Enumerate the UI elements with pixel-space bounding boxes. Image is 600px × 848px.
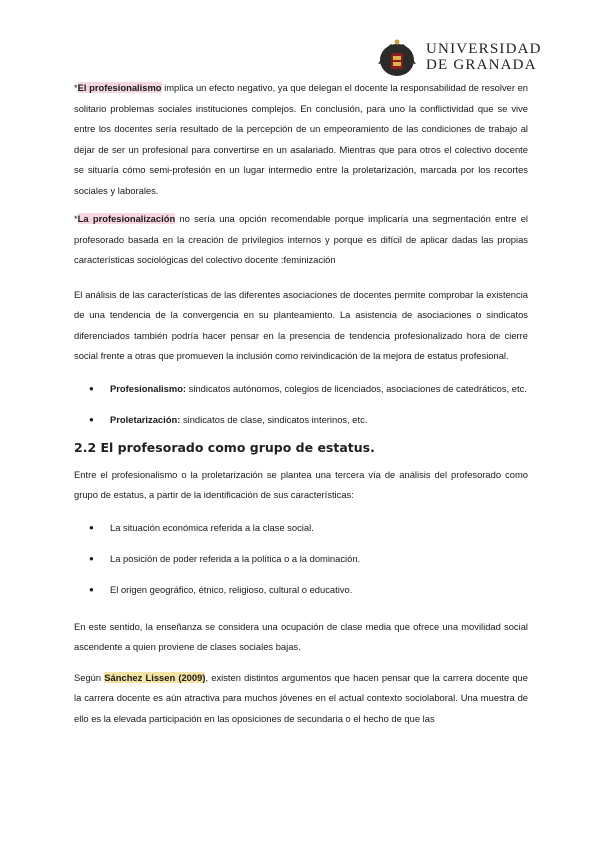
paragraph-clase-media: En este sentido, la enseñanza se considera una ocupación de clase media que ofrece una movilidad social ascendente a quien proviene de clases sociales bajas. xyxy=(74,620,528,652)
asterisk: * xyxy=(74,82,78,93)
list-item: ● El origen geográfico, étnico, religioso, cultural o educativo. xyxy=(74,582,528,597)
list-item xyxy=(74,412,528,427)
highlight-profesionalismo: El profesionalismo xyxy=(77,82,162,93)
university-name xyxy=(426,41,542,73)
paragraph-text: , existen distintos argumentos que hacen pensar que la carrera docente que la carrera docente es aún atractiva para muchos jóvenes en el actual contexto sociolaboral. Una muestra de ello es la elevada participación en las oposiciones de secundaria o el hecho de que las xyxy=(74,671,528,724)
paragraph-text: implica un efecto negativo, ya que delegan el docente la responsabilidad de resolver en solitario problemas sociales instituciones complejos. En conclusión, para uno la conflictividad que se vive entre los docentes sería resultado de la percepción de un empeoramiento de las condiciones de trabajo al dejar de ser un profesional para convertirse en un asalariado. Mientras que para otros el colectivo docente se situaría cómo semi-profesión en un lugar intermedio entre la proletarización, marcada por los recortes sociales y laborales. xyxy=(74,82,529,196)
bullet-list-caracteristicas xyxy=(74,520,528,597)
list-item: ● La posición de poder referida a la política o a la dominación. xyxy=(74,551,528,566)
list-item-label: Proletarización: xyxy=(110,413,181,425)
paragraph-asociaciones: El análisis de las características de las diferentes asociaciones de docentes permite comprobar la existencia de una tendencia de la convergencia en su planteamiento. La asistencia de asociaciones o sindicatos diferenciados también podría hacer pensar en la presencia de tendencia profesionalizado hora de cierre social frente a otras que promueven la inclusión como reivindicación de la mejora de estatus profesional. xyxy=(74,288,528,361)
paragraph-profesionalismo xyxy=(74,78,528,201)
list-item-text: sindicatos autónomos, colegios de licenciados, asociaciones de catedráticos, etc. xyxy=(186,382,527,394)
list-item-label: Profesionalismo: xyxy=(110,382,187,394)
university-crest-icon xyxy=(376,38,418,80)
list-item-text: sindicatos de clase, sindicatos interinos, etc. xyxy=(180,413,368,425)
paragraph-text: Según xyxy=(74,671,105,683)
highlight-citation: Sánchez Lissen (2009) xyxy=(104,671,206,683)
university-name-line2: DE GRANADA xyxy=(426,57,537,73)
section-heading: 2.2 El profesorado como grupo de estatus. xyxy=(74,439,375,455)
paragraph-text: no sería una opción recomendable porque implicaría una segmentación entre el profesorado basada en la creación de privilegios internos y porque es difícil de aplicar dadas las propias características sociológicas del colectivo docente :feminización xyxy=(74,213,528,265)
highlight-profesionalizacion: La profesionalización xyxy=(77,213,176,224)
paragraph-profesionalizacion xyxy=(74,209,528,271)
university-logo xyxy=(376,36,542,82)
list-item xyxy=(74,381,528,396)
list-item: ● La situación económica referida a la clase social. xyxy=(74,520,528,535)
paragraph-sanchez-lissen xyxy=(74,668,528,730)
paragraph-tercera-via: Entre el profesionalismo o la proletarización se plantea una tercera vía de análisis del profesorado como grupo de estatus, a partir de la identificación de sus características: xyxy=(74,468,528,500)
document-body xyxy=(74,78,528,729)
university-name-line1: UNIVERSIDAD xyxy=(426,41,542,57)
asterisk: * xyxy=(74,213,78,224)
bullet-list-sindicatos xyxy=(74,381,528,427)
